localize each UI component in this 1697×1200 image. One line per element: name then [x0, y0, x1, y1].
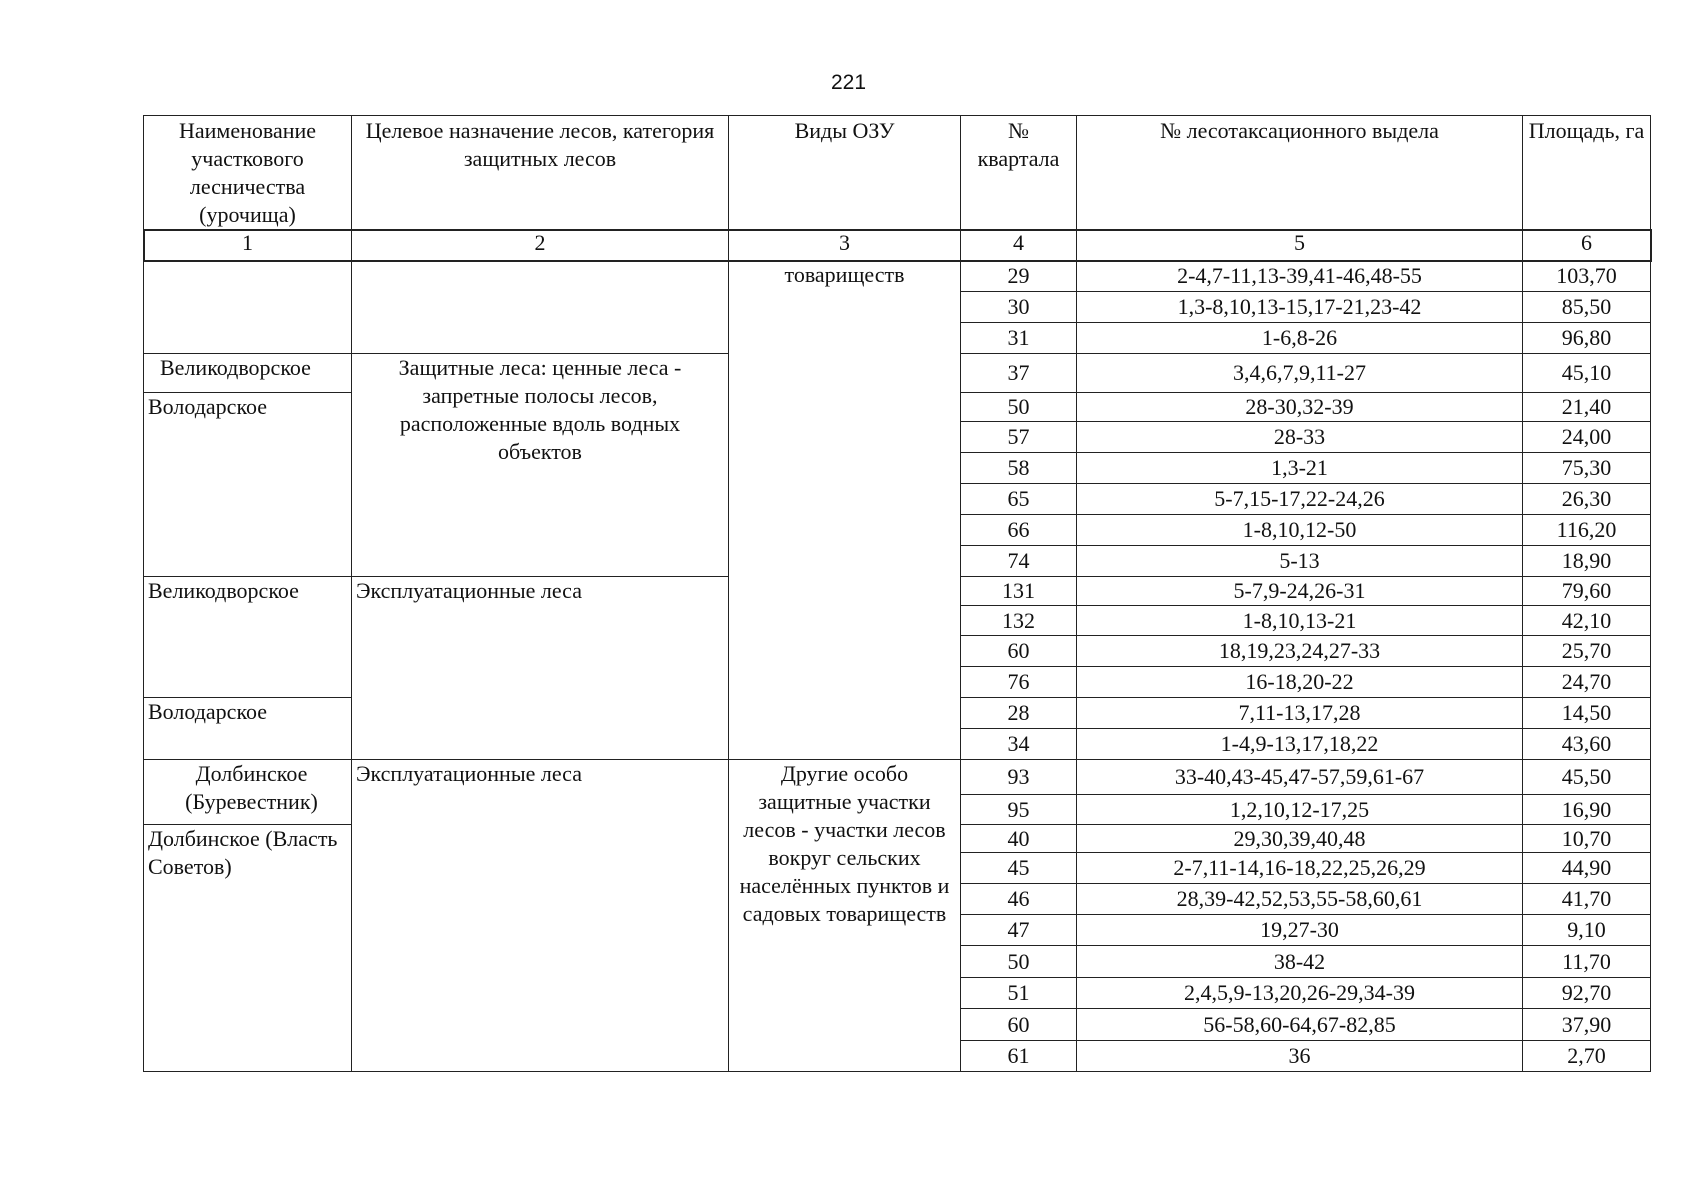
vydel-cell: 2-7,11-14,16-18,22,25,26,29 [1077, 853, 1523, 884]
kvartal-cell: 31 [961, 323, 1077, 354]
area-cell: 41,70 [1523, 884, 1651, 915]
vydel-cell: 29,30,39,40,48 [1077, 825, 1523, 853]
header-area: Площадь, га [1523, 116, 1651, 230]
column-number-row [144, 230, 1651, 261]
column-number: 6 [1523, 230, 1651, 261]
area-cell: 85,50 [1523, 292, 1651, 323]
vydel-cell: 56-58,60-64,67-82,85 [1077, 1009, 1523, 1041]
column-number: 4 [961, 230, 1077, 261]
vydel-cell: 1,2,10,12-17,25 [1077, 795, 1523, 825]
area-cell: 11,70 [1523, 946, 1651, 978]
page-number: 221 [830, 71, 867, 94]
vydel-cell: 1-6,8-26 [1077, 323, 1523, 354]
area-cell: 24,00 [1523, 422, 1651, 453]
ozu-type-cell: Другие особо защитные участки лесов - участки лесов вокруг сельских населённых пунктов и садовых товариществ [729, 760, 961, 1072]
kvartal-cell: 51 [961, 978, 1077, 1009]
vydel-cell: 3,4,6,7,9,11-27 [1077, 354, 1523, 393]
kvartal-cell: 65 [961, 484, 1077, 515]
vydel-cell: 38-42 [1077, 946, 1523, 978]
forest-purpose-cell: Эксплуатационные леса [352, 760, 729, 1072]
area-cell: 18,90 [1523, 546, 1651, 577]
forestry-name-cell: Долбинское (Буревестник) [144, 760, 352, 825]
forest-purpose-cell: Защитные леса: ценные леса - запретные полосы лесов, расположенные вдоль водных объектов [352, 354, 729, 577]
area-cell: 16,90 [1523, 795, 1651, 825]
vydel-cell: 33-40,43-45,47-57,59,61-67 [1077, 760, 1523, 795]
forestry-cell-empty [144, 261, 352, 354]
header-ozu-type: Виды ОЗУ [729, 116, 961, 230]
vydel-cell: 7,11-13,17,28 [1077, 698, 1523, 729]
kvartal-cell: 61 [961, 1041, 1077, 1072]
header-forestry-name: Наименование участкового лесничества (урочища) [144, 116, 352, 230]
ozu-type-cell: товариществ [729, 261, 961, 760]
vydel-cell: 5-7,15-17,22-24,26 [1077, 484, 1523, 515]
header-kvartal: № квартала [961, 116, 1077, 230]
area-cell: 42,10 [1523, 606, 1651, 636]
area-cell: 26,30 [1523, 484, 1651, 515]
area-cell: 25,70 [1523, 636, 1651, 667]
kvartal-cell: 60 [961, 1009, 1077, 1041]
vydel-cell: 1-4,9-13,17,18,22 [1077, 729, 1523, 760]
kvartal-cell: 93 [961, 760, 1077, 795]
area-cell: 92,70 [1523, 978, 1651, 1009]
area-cell: 9,10 [1523, 915, 1651, 946]
vydel-cell: 1,3-8,10,13-15,17-21,23-42 [1077, 292, 1523, 323]
kvartal-cell: 60 [961, 636, 1077, 667]
column-number: 2 [352, 230, 729, 261]
column-number: 5 [1077, 230, 1523, 261]
kvartal-cell: 58 [961, 453, 1077, 484]
forest-purpose-cell: Эксплуатационные леса [352, 577, 729, 760]
area-cell: 14,50 [1523, 698, 1651, 729]
area-cell: 75,30 [1523, 453, 1651, 484]
forest-plots-table [143, 115, 1651, 1072]
kvartal-cell: 40 [961, 825, 1077, 853]
area-cell: 79,60 [1523, 577, 1651, 606]
column-number: 3 [729, 230, 961, 261]
vydel-cell: 5-7,9-24,26-31 [1077, 577, 1523, 606]
header-vydel: № лесотаксационного выдела [1077, 116, 1523, 230]
table-row [144, 760, 1651, 795]
area-cell: 2,70 [1523, 1041, 1651, 1072]
vydel-cell: 36 [1077, 1041, 1523, 1072]
area-cell: 116,20 [1523, 515, 1651, 546]
area-cell: 43,60 [1523, 729, 1651, 760]
forestry-name-cell: Володарское [144, 393, 352, 577]
kvartal-cell: 50 [961, 946, 1077, 978]
area-cell: 21,40 [1523, 393, 1651, 422]
kvartal-cell: 46 [961, 884, 1077, 915]
kvartal-cell: 45 [961, 853, 1077, 884]
forestry-name-cell: Володарское [144, 698, 352, 760]
vydel-cell: 2,4,5,9-13,20,26-29,34-39 [1077, 978, 1523, 1009]
vydel-cell: 19,27-30 [1077, 915, 1523, 946]
kvartal-cell: 76 [961, 667, 1077, 698]
vydel-cell: 28,39-42,52,53,55-58,60,61 [1077, 884, 1523, 915]
forestry-name-cell: Великодворское [144, 577, 352, 698]
area-cell: 45,50 [1523, 760, 1651, 795]
vydel-cell: 5-13 [1077, 546, 1523, 577]
kvartal-cell: 132 [961, 606, 1077, 636]
area-cell: 45,10 [1523, 354, 1651, 393]
area-cell: 24,70 [1523, 667, 1651, 698]
table-row [144, 261, 1651, 292]
vydel-cell: 28-30,32-39 [1077, 393, 1523, 422]
area-cell: 37,90 [1523, 1009, 1651, 1041]
kvartal-cell: 74 [961, 546, 1077, 577]
kvartal-cell: 28 [961, 698, 1077, 729]
kvartal-cell: 29 [961, 261, 1077, 292]
vydel-cell: 1,3-21 [1077, 453, 1523, 484]
vydel-cell: 2-4,7-11,13-39,41-46,48-55 [1077, 261, 1523, 292]
area-cell: 10,70 [1523, 825, 1651, 853]
vydel-cell: 16-18,20-22 [1077, 667, 1523, 698]
column-number: 1 [144, 230, 352, 261]
vydel-cell: 1-8,10,12-50 [1077, 515, 1523, 546]
vydel-cell: 18,19,23,24,27-33 [1077, 636, 1523, 667]
kvartal-cell: 95 [961, 795, 1077, 825]
vydel-cell: 1-8,10,13-21 [1077, 606, 1523, 636]
vydel-cell: 28-33 [1077, 422, 1523, 453]
kvartal-cell: 131 [961, 577, 1077, 606]
forestry-name-cell: Великодворское [144, 354, 352, 393]
kvartal-cell: 47 [961, 915, 1077, 946]
kvartal-cell: 66 [961, 515, 1077, 546]
kvartal-cell: 50 [961, 393, 1077, 422]
area-cell: 96,80 [1523, 323, 1651, 354]
kvartal-cell: 57 [961, 422, 1077, 453]
kvartal-cell: 34 [961, 729, 1077, 760]
area-cell: 103,70 [1523, 261, 1651, 292]
header-forest-purpose: Целевое назначение лесов, категория защитных лесов [352, 116, 729, 230]
area-cell: 44,90 [1523, 853, 1651, 884]
kvartal-cell: 30 [961, 292, 1077, 323]
kvartal-cell: 37 [961, 354, 1077, 393]
forestry-name-cell: Долбинское (Власть Советов) [144, 825, 352, 1072]
purpose-cell-empty [352, 261, 729, 354]
table-header-row [144, 116, 1651, 230]
